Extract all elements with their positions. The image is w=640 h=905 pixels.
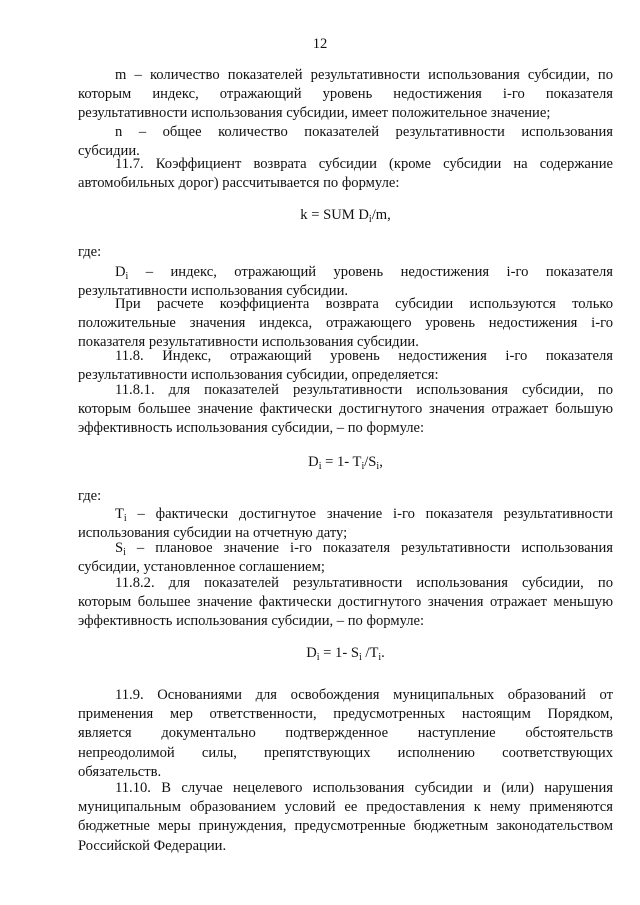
paragraph-11-8-1	[78, 381, 613, 439]
text-line: применения мер ответственности, предусмотренных настоящим Порядком,	[78, 706, 613, 723]
text-line: 11.7. Коэффициент возврата субсидии (кроме субсидии на содержание	[115, 156, 613, 172]
text-line: муниципальным образованием условий ее предоставления к нему применяются	[78, 799, 613, 816]
where-label: где:	[78, 244, 102, 260]
text-line: субсидии, установленное соглашением;	[78, 559, 325, 576]
text-line: эффективность использования субсидии, – по формуле:	[78, 420, 425, 437]
text-line: положительные значения индекса, отражающего уровень недостижения i-го	[78, 315, 613, 332]
paragraph-11-10	[78, 779, 613, 856]
text-line: 11.8.1. для показателей результативности использования субсидии, по	[115, 382, 613, 398]
text-line: При расчете коэффициента возврата субсидии используются только	[115, 296, 613, 312]
text-line: которым большее значение фактически достигнутого значения отражает меньшую	[78, 594, 613, 611]
text-line: Российской Федерации.	[78, 837, 227, 854]
text-line: эффективность использования субсидии, – по формуле:	[78, 613, 425, 630]
definition-si	[78, 539, 613, 577]
text-line: результативности использования субсидии.	[78, 283, 349, 300]
formula-di-1: $D_i = 1-$ $T_i/S_i$,	[308, 454, 383, 472]
paragraph-11-8-2	[78, 574, 613, 632]
text-line: m – количество показателей результативности использования субсидии, по	[115, 67, 613, 83]
text-line: которым большее значение фактически достигнутого значения отражает большую	[78, 401, 613, 418]
text-line: результативности использования субсидии, имеет положительное значение;	[78, 105, 551, 122]
text-line: $S_i$ – плановое значение i-го показателя результативности использования	[115, 540, 613, 558]
text-line: $T_i$ – фактически достигнутое значение i-го показателя результативности	[115, 506, 613, 524]
paragraph-calc	[78, 295, 613, 353]
paragraph-11-7	[78, 155, 613, 193]
text-line: является документально подтвержденное наступление обстоятельств	[78, 725, 613, 742]
text-line: $D_i$ – индекс, отражающий уровень недостижения i-го показателя	[115, 264, 613, 282]
definition-ti	[78, 505, 613, 543]
text-line: 11.8.2. для показателей результативности использования субсидии, по	[115, 575, 613, 591]
paragraph-11-9	[78, 686, 613, 782]
where-label: где:	[78, 488, 102, 504]
paragraph-m	[78, 66, 613, 124]
text-line: субсидии.	[78, 143, 140, 160]
formula-k: k = SUM $D_i/m$,	[300, 207, 391, 225]
text-line: 11.8. Индекс, отражающий уровень недостижения i-го показателя	[115, 348, 613, 364]
text-line: автомобильных дорог) рассчитывается по формуле:	[78, 175, 400, 192]
text-line: показателя результативности использования субсидии.	[78, 334, 419, 351]
text-line: 11.9. Основаниями для освобождения муниципальных образований от	[115, 687, 613, 703]
text-line: 11.10. В случае нецелевого использования субсидии и (или) нарушения	[115, 780, 613, 796]
text-line: непреодолимой силы, препятствующих исполнению соответствующих	[78, 744, 613, 761]
page-number: 12	[312, 36, 328, 52]
text-line: обязательств.	[78, 763, 162, 780]
text-line: использования субсидии на отчетную дату;	[78, 525, 348, 542]
paragraph-11-8	[78, 347, 613, 385]
text-line: которым индекс, отражающий уровень недостижения i-го показателя	[78, 86, 613, 103]
formula-di-2: $D_i = 1-$ $S_i$ $/T_i$.	[306, 645, 385, 663]
text-line: n – общее количество показателей результативности использования	[115, 124, 613, 140]
text-line: бюджетные меры принуждения, предусмотренные бюджетным законодательством	[78, 818, 613, 835]
text-line: результативности использования субсидии, определяется:	[78, 367, 439, 384]
